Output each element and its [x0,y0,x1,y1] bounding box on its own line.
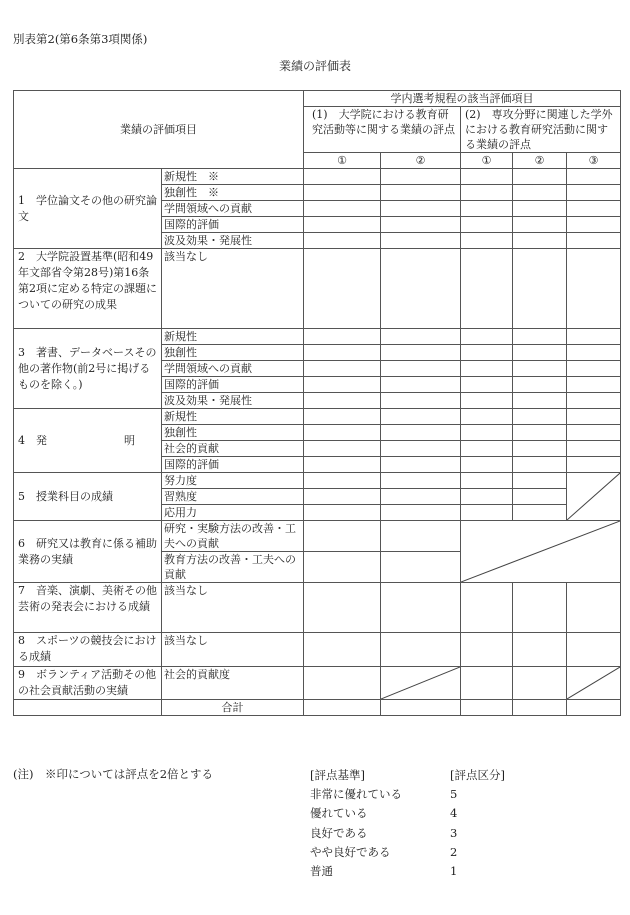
score-cell[interactable] [381,425,461,441]
score-cell[interactable] [513,457,567,473]
score-cell[interactable] [461,345,513,361]
category-9: 9 ボランティア活動その他の社会貢献活動の実績 [14,667,162,700]
score-cell[interactable] [304,249,381,329]
score-cell[interactable] [381,345,461,361]
category-3: 3 著書、データベースその他の著作物(前2号に掲げるものを除く。) [14,329,162,409]
sub-item: 波及効果・発展性 [162,393,304,409]
sub-item: 新規性 ※ [162,169,304,185]
score-cell[interactable] [567,233,621,249]
criteria-row [310,824,510,843]
mark-g2-3: ③ [567,153,621,169]
score-cell[interactable] [381,583,461,633]
score-cell[interactable] [567,425,621,441]
criteria-row [310,785,510,804]
score-cell[interactable] [304,552,381,583]
score-cell[interactable] [304,217,381,233]
diagonal-strike [567,473,620,520]
page-title: 業績の評価表 [278,59,351,73]
score-cell[interactable] [567,345,621,361]
score-cell[interactable] [513,249,567,329]
score-cell[interactable] [461,583,513,633]
score-cell[interactable] [461,249,513,329]
score-cell[interactable] [567,217,621,233]
score-cell[interactable] [381,249,461,329]
score-cell[interactable] [513,361,567,377]
sub-item: 国際的評価 [162,377,304,393]
score-cell[interactable] [381,409,461,425]
total-label: 合計 [162,700,304,716]
score-cell[interactable] [304,329,381,345]
header-group-2: (2) 専攻分野に関連した学外における教育研究活動に関する業績の評点 [461,107,621,153]
score-cell[interactable] [304,583,381,633]
criteria-row [310,804,510,823]
score-cell[interactable] [381,233,461,249]
score-cell[interactable] [304,201,381,217]
total-blank-cell [14,700,162,716]
sub-item: 学問領域への貢献 [162,361,304,377]
criteria-value: 3 [450,825,458,840]
score-cell[interactable] [567,361,621,377]
criteria-value: 1 [450,864,458,879]
score-cell[interactable] [381,201,461,217]
score-cell[interactable] [461,329,513,345]
footnote: (注) ※印については評点を2倍とする [13,767,214,781]
total-cell[interactable] [513,700,567,716]
not-applicable-cell [567,473,621,521]
score-cell[interactable] [567,409,621,425]
score-cell[interactable] [381,521,461,552]
score-cell[interactable] [381,552,461,583]
score-cell[interactable] [304,473,381,489]
evaluation-table-container [13,90,620,716]
sub-item: 該当なし [162,583,304,633]
score-cell[interactable] [461,169,513,185]
score-cell[interactable] [461,457,513,473]
category-1: 1 学位論文その他の研究論文 [14,169,162,249]
score-cell[interactable] [304,185,381,201]
sub-item: 独創性 [162,345,304,361]
score-cell[interactable] [381,473,461,489]
score-cell[interactable] [304,425,381,441]
score-cell[interactable] [461,409,513,425]
score-cell[interactable] [567,457,621,473]
mark-g1-2: ② [381,153,461,169]
diagonal-strike [567,667,620,699]
score-cell[interactable] [461,361,513,377]
score-cell[interactable] [513,169,567,185]
category-7: 7 音楽、演劇、美術その他芸術の発表会における成績 [14,583,162,633]
score-cell[interactable] [567,249,621,329]
not-applicable-cell [461,521,621,583]
sub-item: 社会的貢献度 [162,667,304,700]
score-cell[interactable] [513,201,567,217]
mark-g1-1: ① [304,153,381,169]
annex-heading: 別表第2(第6条第3項関係) [13,32,148,46]
total-cell[interactable] [381,700,461,716]
sub-item: 独創性 [162,425,304,441]
score-cell[interactable] [381,361,461,377]
sub-item: 応用力 [162,505,304,521]
sub-item: 国際的評価 [162,217,304,233]
sub-item: 習熟度 [162,489,304,505]
criteria-header-value: [評点区分] [450,768,505,782]
criteria-label: 優れている [310,806,368,821]
score-cell[interactable] [567,329,621,345]
score-cell[interactable] [513,393,567,409]
score-cell[interactable] [513,441,567,457]
score-cell[interactable] [513,217,567,233]
score-cell[interactable] [461,473,513,489]
score-cell[interactable] [513,667,567,700]
score-cell[interactable] [461,185,513,201]
not-applicable-cell [381,667,461,700]
category-5: 5 授業科目の成績 [14,473,162,521]
score-cell[interactable] [304,377,381,393]
criteria-row [310,862,510,881]
score-cell[interactable] [304,393,381,409]
total-cell[interactable] [567,700,621,716]
score-cell[interactable] [461,441,513,457]
score-cell[interactable] [381,441,461,457]
category-4: 4 発 明 [14,409,162,473]
score-cell[interactable] [567,377,621,393]
score-cell[interactable] [461,377,513,393]
sub-item: 研究・実験方法の改善・工夫への貢献 [162,521,304,552]
score-cell[interactable] [461,393,513,409]
sub-item: 新規性 [162,409,304,425]
criteria-value: 2 [450,844,458,859]
score-cell[interactable] [513,489,567,505]
score-cell[interactable] [381,489,461,505]
score-cell[interactable] [567,393,621,409]
criteria-header-label: [評点基準] [310,768,365,782]
score-cell[interactable] [461,489,513,505]
mark-g2-2: ② [513,153,567,169]
sub-item: 波及効果・発展性 [162,233,304,249]
score-cell[interactable] [513,233,567,249]
score-cell[interactable] [461,217,513,233]
score-cell[interactable] [381,169,461,185]
score-cell[interactable] [513,425,567,441]
sub-item: 独創性 ※ [162,185,304,201]
criteria-label: 良好である [310,825,368,840]
score-cell[interactable] [304,345,381,361]
total-cell[interactable] [304,700,381,716]
score-cell[interactable] [304,505,381,521]
score-cell[interactable] [304,441,381,457]
header-group-top: 学内選考規程の該当評価項目 [304,91,621,107]
mark-g2-1: ① [461,153,513,169]
category-2: 2 大学院設置基準(昭和49年文部省令第28号)第16条第2項に定める特定の課題についての研究の成果 [14,249,162,329]
score-cell[interactable] [567,583,621,633]
score-cell[interactable] [304,361,381,377]
sub-item: 該当なし [162,249,304,329]
sub-item: 該当なし [162,633,304,667]
score-cell[interactable] [513,329,567,345]
score-cell[interactable] [304,489,381,505]
score-cell[interactable] [513,345,567,361]
score-cell[interactable] [461,201,513,217]
score-cell[interactable] [567,169,621,185]
score-cell[interactable] [304,169,381,185]
score-cell[interactable] [304,233,381,249]
score-cell[interactable] [381,393,461,409]
score-cell[interactable] [304,457,381,473]
category-8: 8 スポーツの競技会における成績 [14,633,162,667]
score-cell[interactable] [567,201,621,217]
score-cell[interactable] [513,473,567,489]
score-cell[interactable] [513,409,567,425]
sub-item: 教育方法の改善・工夫への貢献 [162,552,304,583]
diagonal-strike [381,667,460,699]
score-cell[interactable] [381,329,461,345]
score-cell[interactable] [304,633,381,667]
header-evaluation-items: 業績の評価項目 [14,91,304,169]
score-cell[interactable] [567,185,621,201]
sub-item: 学問領域への貢献 [162,201,304,217]
sub-item: 新規性 [162,329,304,345]
score-cell[interactable] [381,217,461,233]
score-cell[interactable] [513,633,567,667]
sub-item: 努力度 [162,473,304,489]
criteria-header [310,766,510,785]
score-cell[interactable] [304,409,381,425]
score-cell[interactable] [461,233,513,249]
score-cell[interactable] [304,667,381,700]
score-cell[interactable] [381,457,461,473]
criteria-value: 4 [450,806,458,821]
criteria-value: 5 [450,787,458,802]
diagonal-strike [461,521,620,582]
criteria-row [310,843,510,862]
score-cell[interactable] [461,505,513,521]
score-cell[interactable] [567,441,621,457]
score-cell[interactable] [304,521,381,552]
score-cell[interactable] [381,505,461,521]
score-cell[interactable] [567,633,621,667]
criteria-label: 非常に優れている [310,787,402,802]
score-cell[interactable] [513,583,567,633]
category-6: 6 研究又は教育に係る補助業務の実績 [14,521,162,583]
score-cell[interactable] [513,377,567,393]
score-cell[interactable] [513,185,567,201]
score-cell[interactable] [381,185,461,201]
score-cell[interactable] [381,633,461,667]
total-cell[interactable] [461,700,513,716]
sub-item: 国際的評価 [162,457,304,473]
score-cell[interactable] [461,667,513,700]
score-cell[interactable] [461,633,513,667]
criteria-label: やや良好である [310,844,391,859]
score-cell[interactable] [513,505,567,521]
score-cell[interactable] [461,425,513,441]
header-group-1: (1) 大学院における教育研究活動等に関する業績の評点 [304,107,461,153]
evaluation-table [13,90,621,716]
score-cell[interactable] [381,377,461,393]
criteria-label: 普通 [310,864,333,879]
not-applicable-cell [567,667,621,700]
sub-item: 社会的貢献 [162,441,304,457]
scoring-criteria [310,766,510,881]
